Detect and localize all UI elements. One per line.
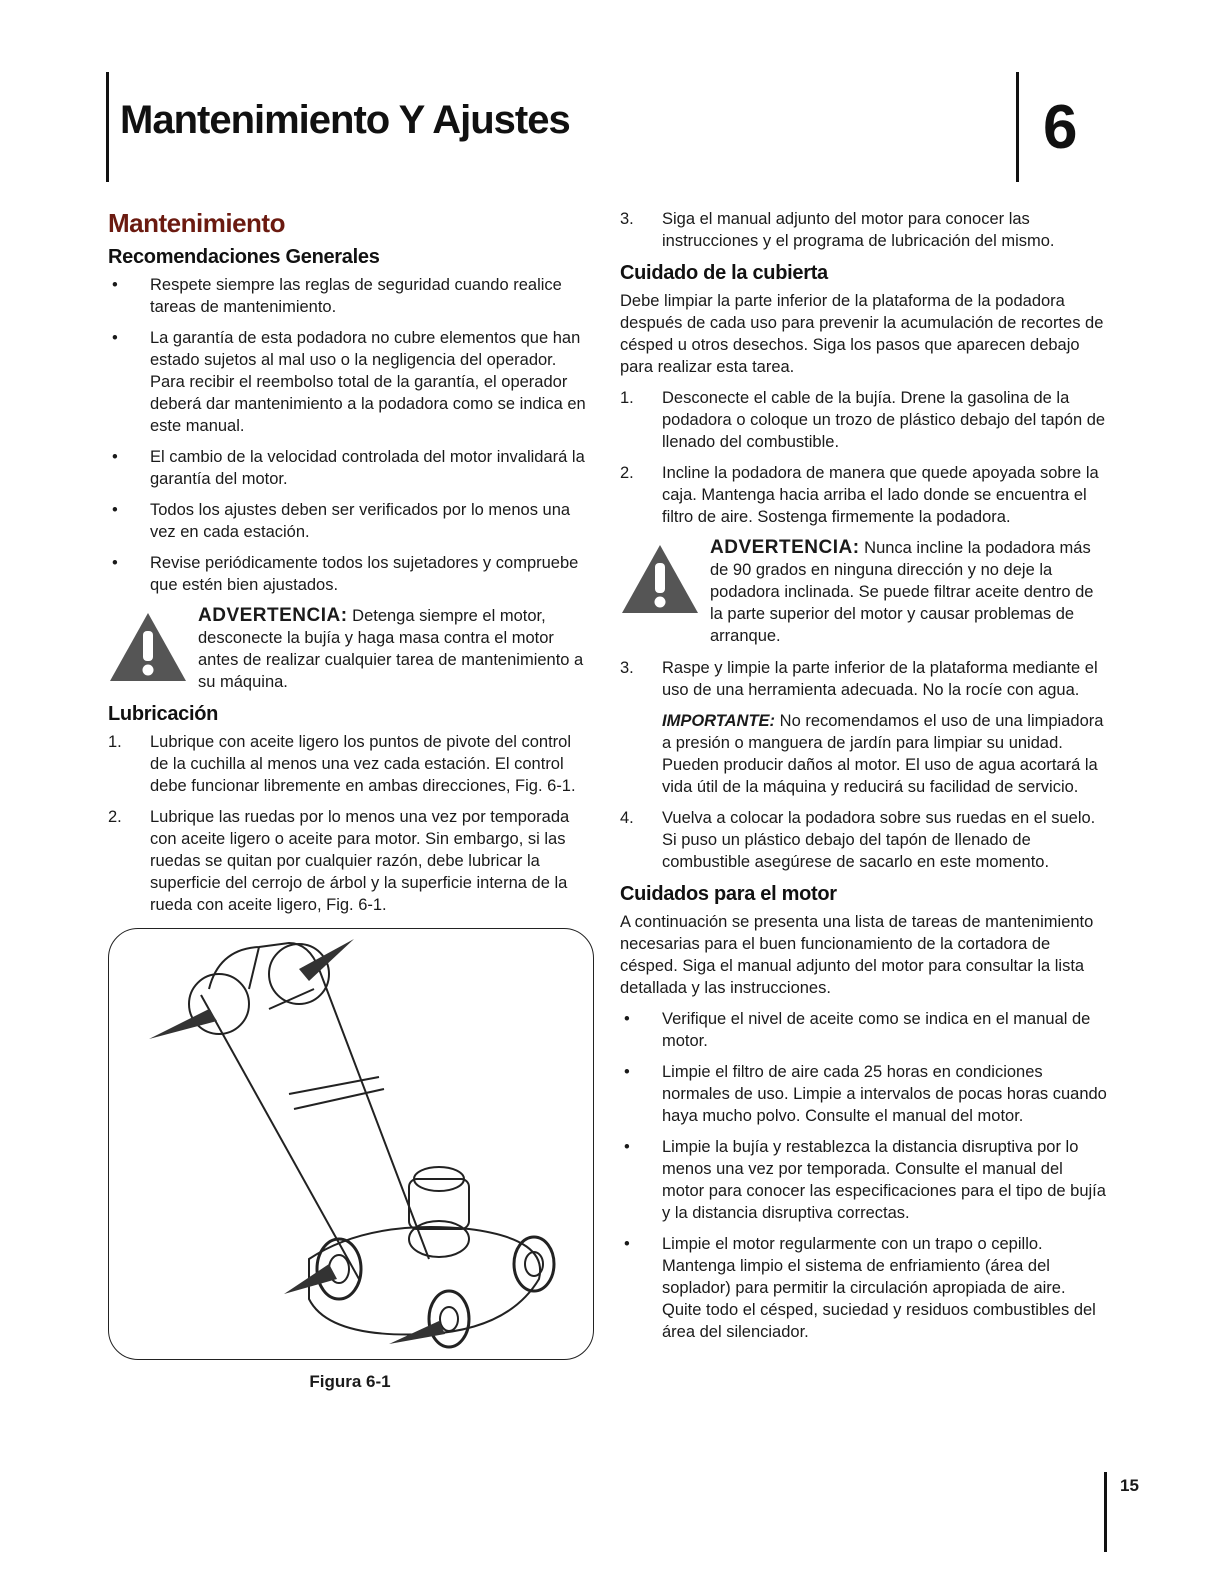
subsection-general-recommendations: Recomendaciones Generales — [108, 246, 380, 268]
warning-label: ADVERTENCIA: — [710, 537, 860, 558]
chapter-number: 6 — [1043, 93, 1078, 162]
important-label: IMPORTANTE: — [662, 712, 776, 730]
left-column — [108, 208, 592, 925]
engine-intro: A continuación se presenta una lista de tareas de mantenimiento necesarias para el buen funcionamiento de la cortadora de césped. Siga el manual adjunto del motor para consultar la lista detallada y las instrucciones. — [620, 913, 1094, 997]
list-item: 3. Siga el manual adjunto del motor para conocer las instrucciones y el programa de lubricación del mismo. — [620, 210, 1055, 250]
arrow-icon — [284, 1264, 337, 1294]
section-title-maintenance: Mantenimiento — [108, 208, 285, 238]
chapter-title: Mantenimiento Y Ajustes — [120, 98, 570, 142]
figure-lawn-mower — [108, 928, 594, 1360]
warning-triangle-icon — [108, 611, 188, 683]
lawn-mower-illustration — [109, 929, 593, 1359]
footer-rule — [1104, 1472, 1107, 1552]
list-item: • Limpie el motor regularmente con un trapo o cepillo. Mantenga limpio el sistema de enfriamiento (área del soplador) para permitir la circulación apropiada de aire. Quite todo el césped, suciedad y residuos combustibles del área del silenciador. — [624, 1235, 1096, 1341]
list-item: • Revise periódicamente todos los sujetadores y compruebe que estén bien ajustados. — [112, 554, 579, 594]
list-item: • El cambio de la velocidad controlada del motor invalidará la garantía del motor. — [112, 448, 585, 488]
list-item: • Todos los ajustes deben ser verificados por lo menos una vez en cada estación. — [112, 501, 571, 541]
list-item: 2. Incline la podadora de manera que quede apoyada sobre la caja. Mantenga hacia arriba el lado donde se encuentra el filtro de aire. Sostenga firmemente la podadora. — [620, 464, 1099, 526]
page-number: 15 — [1120, 1476, 1139, 1495]
general-recommendations-list — [108, 274, 592, 596]
list-item: 4. Vuelva a colocar la podadora sobre sus ruedas en el suelo. Si puso un plástico debajo del tapón de llenado de combustible asegúrese de sacarlo en este momento. — [620, 809, 1096, 871]
important-note — [620, 710, 1108, 798]
list-item: • Verifique el nivel de aceite como se indica en el manual de motor. — [624, 1010, 1091, 1050]
lubrication-list — [108, 731, 592, 916]
warning-block — [108, 605, 592, 693]
warning-text: Nunca incline la podadora más de 90 grados en ninguna dirección y no deje la podadora inclinada. Se puede filtrar aceite dentro de la parte superior del motor y causar problemas de arranque. — [710, 539, 1094, 645]
warning-triangle-icon — [620, 543, 700, 615]
list-item: 1. Desconecte el cable de la bujía. Drene la gasolina de la podadora o coloque un trozo de plástico debajo del tapón de llenado del combustible. — [620, 389, 1106, 451]
list-item: 2. Lubrique las ruedas por lo menos una vez por temporada con aceite ligero o aceite para motor. Sin embargo, si las ruedas se quitan por cualquier razón, debe lubricar la superficie del cerrojo de árbol y la superficie interna de la rueda con aceite ligero, Fig. 6-1. — [108, 808, 570, 914]
subsection-engine-care: Cuidados para el motor — [620, 883, 837, 905]
header-right-rule — [1016, 72, 1019, 182]
deck-intro: Debe limpiar la parte inferior de la plataforma de la podadora después de cada uso para prevenir la acumulación de recortes de césped u otros desechos. Siga los pasos que aparecen debajo para realizar esta tarea. — [620, 292, 1104, 376]
header-left-rule — [106, 72, 109, 182]
warning-text: Detenga siempre el motor, desconecte la bujía y haga masa contra el motor antes de realizar cualquier tarea de mantenimiento a su máquina. — [198, 607, 584, 691]
subsection-deck-care: Cuidado de la cubierta — [620, 262, 828, 284]
warning-block — [620, 537, 1108, 647]
list-item: • La garantía de esta podadora no cubre elementos que han estado sujetos al mal uso o la negligencia del operador. Para recibir el reembolso total de la garantía, el operador deberá dar mantenimiento a la podadora como se indica en este manual. — [112, 329, 586, 435]
figure-caption: Figura 6-1 — [309, 1372, 391, 1391]
list-item: • Respete siempre las reglas de seguridad cuando realice tareas de mantenimiento. — [112, 276, 562, 316]
warning-label: ADVERTENCIA: — [198, 605, 348, 626]
right-column — [620, 208, 1108, 1352]
list-item: 3. Raspe y limpie la parte inferior de la plataforma mediante el uso de una herramienta adecuada. No la rocíe con agua. — [620, 659, 1098, 699]
list-item: • Limpie la bujía y restablezca la distancia disruptiva por lo menos una vez por temporada. Consulte el manual del motor para conocer las especificaciones para el tipo de bujía y la distancia disruptiva correctas. — [624, 1138, 1106, 1222]
arrow-icon — [149, 1009, 217, 1039]
list-item: 1. Lubrique con aceite ligero los puntos de pivote del control de la cuchilla al menos una vez cada estación. El control debe funcionar libremente en ambas direcciones, Fig. 6-1. — [108, 733, 576, 795]
list-item: • Limpie el filtro de aire cada 25 horas en condiciones normales de uso. Limpie a intervalos de pocas horas cuando haya mucho polvo. Consulte el manual del motor. — [624, 1063, 1107, 1125]
important-text: No recomendamos el uso de una limpiadora a presión o manguera de jardín para limpiar su unidad. Pueden producir daños al motor. El uso de agua acortará la vida útil de la máquina y reducirá su facilidad de servicio. — [662, 712, 1104, 796]
engine-care-list — [620, 1008, 1108, 1343]
subsection-lubrication: Lubricación — [108, 703, 219, 725]
